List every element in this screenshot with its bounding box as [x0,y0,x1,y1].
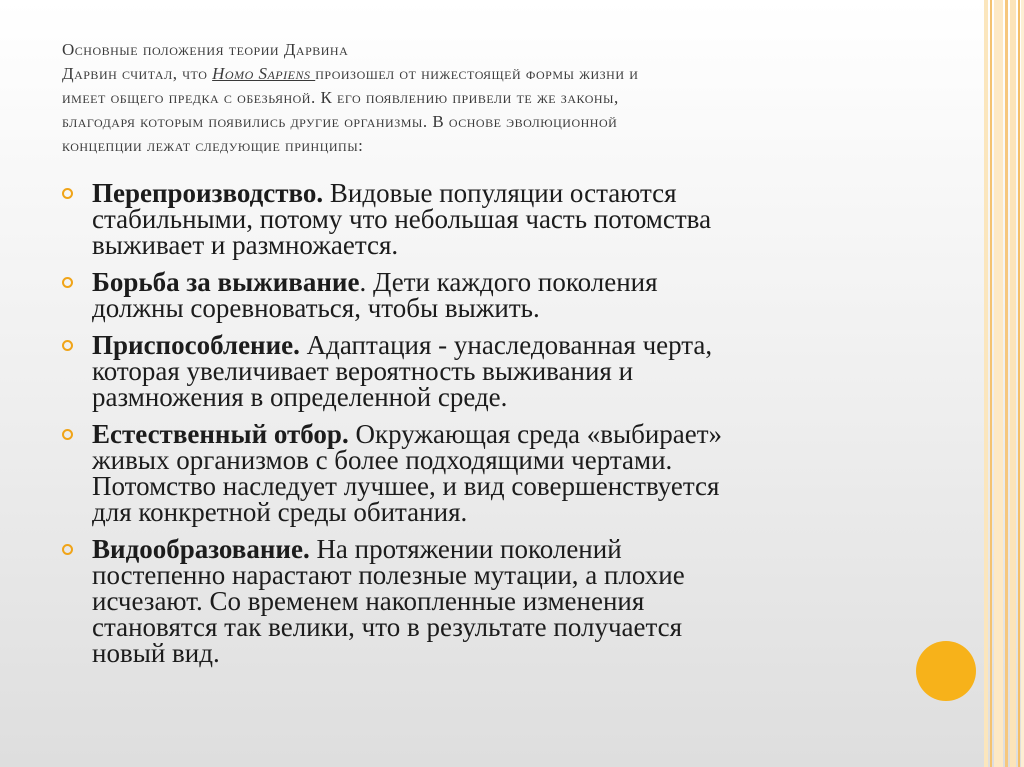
bullet-text: постепенно нарастают полезные мутации, а плохие [92,560,685,590]
list-item [62,180,882,258]
bullet-marker-icon [62,544,73,555]
bullet-text: исчезают. Со временем накопленные изменения [92,586,645,616]
bullet-marker-icon [62,340,73,351]
slide-header [62,38,882,158]
intro-line-1 [62,62,882,86]
bullet-text: становятся так велики, что в результате получается [92,612,683,642]
intro-line-2: имеет общего предка с обезьяной. К его появлению привели те же законы, [62,88,619,107]
bullet-text: для конкретной среды обитания. [92,497,468,527]
bullet-text: новый вид. [92,638,220,668]
bullet-text: живых организмов с более подходящими чертами. [92,445,673,475]
intro-line-3: благодаря которым появились другие организмы. В основе эволюционной [62,112,618,131]
list-item [62,421,882,525]
bullet-line [92,332,882,358]
list-item [62,269,882,321]
intro-after: произошел от нижестоящей формы жизни и [315,64,639,83]
bullet-text: размножения в определенной среде. [92,382,508,412]
bullet-term: Видообразование. [92,534,310,564]
bullet-text: Потомство наследует лучшее, и вид совершенствуется [92,471,720,501]
principles-list [62,180,882,677]
bullet-line [92,421,882,447]
list-item [62,332,882,410]
species-name: Homo Sapiens [212,64,316,83]
bullet-text: Адаптация - унаследованная черта, [299,330,713,360]
bullet-line [92,180,882,206]
bullet-text: На протяжении поколений [309,534,622,564]
bullet-term: Перепроизводство. [92,178,324,208]
bullet-marker-icon [62,277,73,288]
intro-line-4: концепции лежат следующие принципы: [62,136,364,155]
bullet-text: стабильными, потому что небольшая часть потомства [92,204,712,234]
decorative-stripes [984,0,1024,767]
bullet-marker-icon [62,429,73,440]
bullet-marker-icon [62,188,73,199]
bullet-text: . Дети каждого поколения [359,267,658,297]
bullet-text: выживает и размножается. [92,230,399,260]
bullet-text: которая увеличивает вероятность выживания и [92,356,634,386]
bullet-term: Приспособление. [92,330,300,360]
intro-before: Дарвин считал, что [62,64,213,83]
bullet-text: Видовые популяции остаются [323,178,677,208]
bullet-term: Борьба за выживание [92,267,360,297]
bullet-line [92,269,882,295]
bullet-term: Естественный отбор. [92,419,349,449]
accent-circle [916,641,976,701]
slide-title: Основные положения теории Дарвина [62,40,349,59]
bullet-text: должны соревноваться, чтобы выжить. [92,293,540,323]
bullet-line [92,536,882,562]
bullet-text: Окружающая среда «выбирает» [348,419,723,449]
list-item [62,536,882,666]
